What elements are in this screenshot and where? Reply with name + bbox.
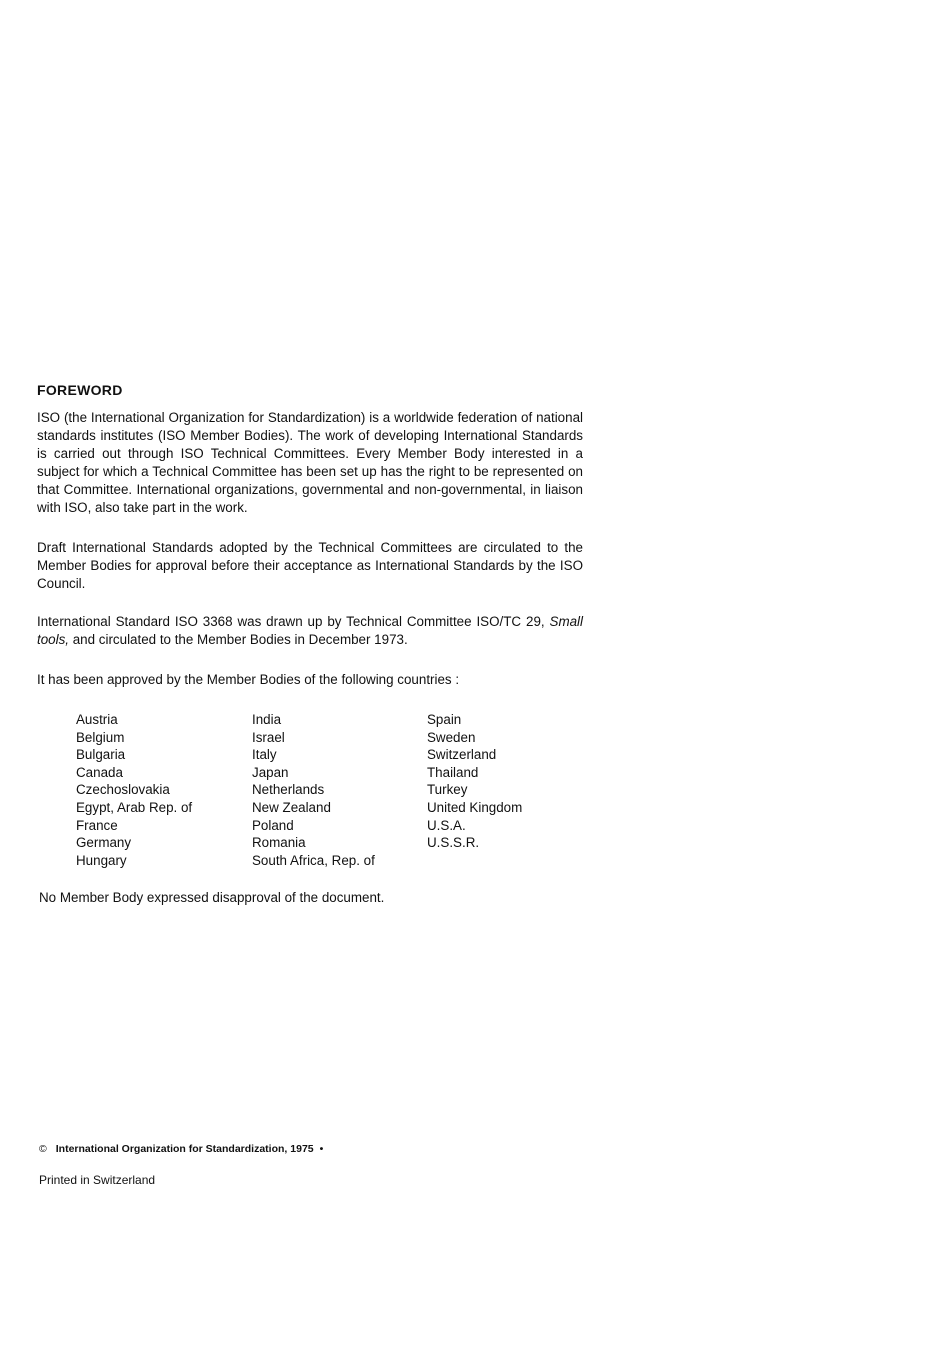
standard-origin-text-end: and circulated to the Member Bodies in December 1973.	[69, 632, 408, 647]
bullet-icon: •	[319, 1143, 324, 1155]
country-item: U.S.A.	[427, 817, 466, 833]
country-list-column-1	[76, 711, 192, 869]
country-item: Canada	[76, 764, 123, 780]
country-item: Egypt, Arab Rep. of	[76, 799, 193, 815]
copyright-icon: ©	[39, 1143, 47, 1155]
country-item: Austria	[76, 712, 118, 727]
country-item: United Kingdom	[427, 799, 523, 815]
standard-origin-text: International Standard ISO 3368 was drawn up by Technical Committee ISO/TC 29,	[37, 614, 550, 629]
country-item: New Zealand	[252, 799, 331, 815]
disapproval-statement: No Member Body expressed disapproval of the document.	[39, 890, 385, 905]
printed-location: Printed in Switzerland	[39, 1173, 156, 1187]
country-item: Poland	[252, 817, 294, 833]
country-item: South Africa, Rep. of	[252, 852, 375, 868]
country-item: U.S.S.R.	[427, 835, 480, 851]
country-item: Romania	[252, 835, 306, 851]
country-item: Italy	[252, 747, 277, 763]
country-item: Switzerland	[427, 747, 497, 763]
country-item: France	[76, 817, 118, 833]
country-item: Turkey	[427, 782, 468, 798]
foreword-paragraph-draft-standards: Draft International Standards adopted by the Technical Committees are circulated to the Member Bodies for approval before their acceptance as International Standards by the ISO Council.	[37, 540, 583, 591]
country-list-column-2	[252, 711, 375, 869]
foreword-paragraph-standard-origin	[37, 613, 583, 649]
country-item: Spain	[427, 712, 462, 727]
country-item: Israel	[252, 729, 285, 745]
country-item: Thailand	[427, 764, 479, 780]
country-item: India	[252, 712, 282, 727]
foreword-paragraph-iso-intro: ISO (the International Organization for Standardization) is a worldwide federation of national standards institutes (ISO Member Bodies). The work of developing International Standards is carried out through ISO Technical Committees. Every Member Body interested in a subject for which a Technical Committee has been set up has the right to be represented on that Committee. International organizations, governmental and non-governmental, in liaison with ISO, also take part in the work.	[37, 410, 583, 515]
committee-title: Small tools,	[37, 614, 583, 647]
country-item: Hungary	[76, 852, 127, 868]
country-item: Japan	[252, 764, 289, 780]
country-list-column-3	[427, 711, 522, 852]
country-item: Belgium	[76, 729, 125, 745]
approval-intro: It has been approved by the Member Bodies of the following countries :	[37, 672, 460, 687]
country-item: Netherlands	[252, 782, 325, 798]
copyright-text: International Organization for Standardization, 1975	[55, 1143, 314, 1155]
foreword-heading: FOREWORD	[37, 382, 123, 398]
country-item: Czechoslovakia	[76, 782, 170, 798]
country-item: Bulgaria	[76, 747, 126, 763]
country-item: Sweden	[427, 729, 476, 745]
copyright-notice	[39, 1143, 323, 1155]
country-item: Germany	[76, 835, 132, 851]
